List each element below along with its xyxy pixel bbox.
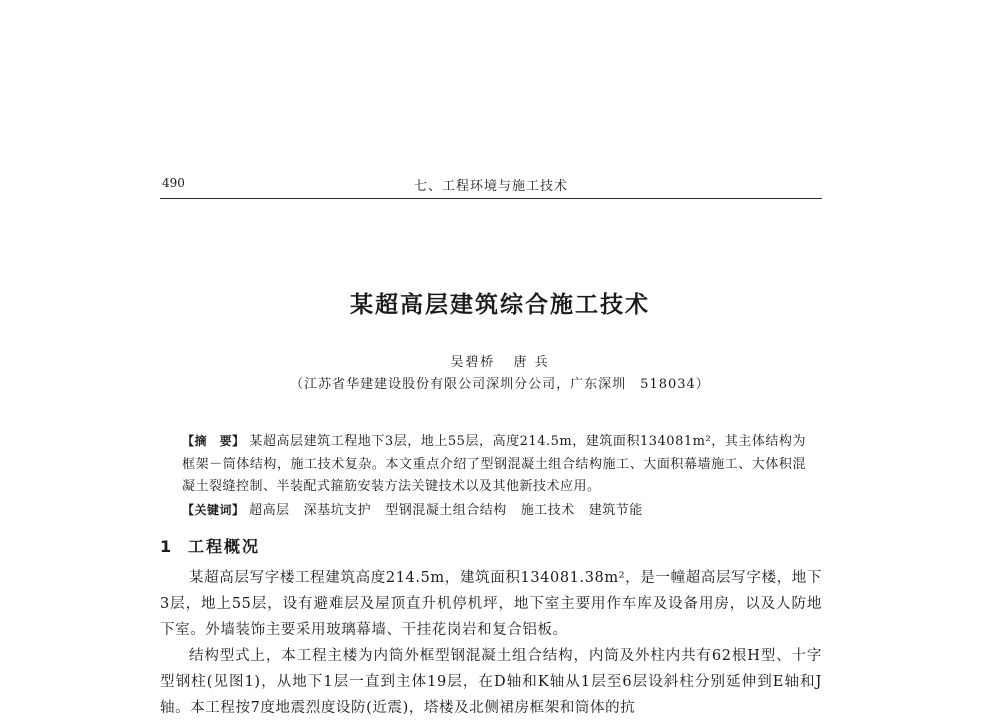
keyword: 超高层 [249, 502, 290, 518]
keyword: 型钢混凝土组合结构 [385, 502, 507, 518]
page-number: 490 [162, 176, 185, 190]
section-title: 工程概况 [188, 537, 261, 556]
keywords-label: 【关键词】 [182, 502, 245, 517]
keyword: 深基坑支护 [303, 502, 372, 518]
author-line [0, 351, 1000, 370]
body-paragraph: 结构型式上，本工程主楼为内筒外框型钢混凝土组合结构，内筒及外柱内共有62根H型、十字型钢柱(见图1)，从地下1层一直到主体19层，在D轴和K轴从1层至6层设斜柱分别延伸到E轴和J轴。本工程按7度地震烈度设防(近震)，塔楼及北侧裙房框架和筒体的抗 [160, 648, 822, 716]
keyword: 建筑节能 [588, 502, 643, 518]
author-name: 唐 兵 [513, 355, 550, 370]
author-affiliation: （江苏省华建建设股份有限公司深圳分公司，广东深圳 518034） [290, 377, 710, 392]
abstract-text: 某超高层建筑工程地下3层，地上55层，高度214.5m，建筑面积134081m²，其主体结构为框架－筒体结构，施工技术复杂。本文重点介绍了型钢混凝土组合结构施工、大面积幕墙施工、大体积混凝土裂缝控制、半装配式箍筋安装方法关键技术以及其他新技术应用。 [182, 434, 806, 494]
abstract-block [182, 430, 806, 522]
section-number: 1 [160, 537, 174, 556]
author-name: 吴碧桥 [450, 355, 496, 370]
abstract [182, 430, 806, 499]
section-heading [160, 534, 260, 557]
article-title: 某超高层建筑综合施工技术 [350, 292, 650, 318]
abstract-label: 【摘 要】 [182, 434, 245, 448]
section-body [160, 565, 822, 721]
running-header [160, 174, 822, 199]
keyword: 施工技术 [520, 502, 575, 518]
body-paragraph: 某超高层写字楼工程建筑高度214.5m，建筑面积134081.38m²，是一幢超高层写字楼，地下3层，地上55层，设有避难层及屋顶直升机停机坪，地下室主要用作车库及设备用房，以及人防地下室。外墙装饰主要采用玻璃幕墙、干挂花岗岩和复合铝板。 [160, 570, 822, 638]
running-section-title: 七、工程环境与施工技术 [413, 179, 568, 194]
keywords [182, 499, 806, 523]
